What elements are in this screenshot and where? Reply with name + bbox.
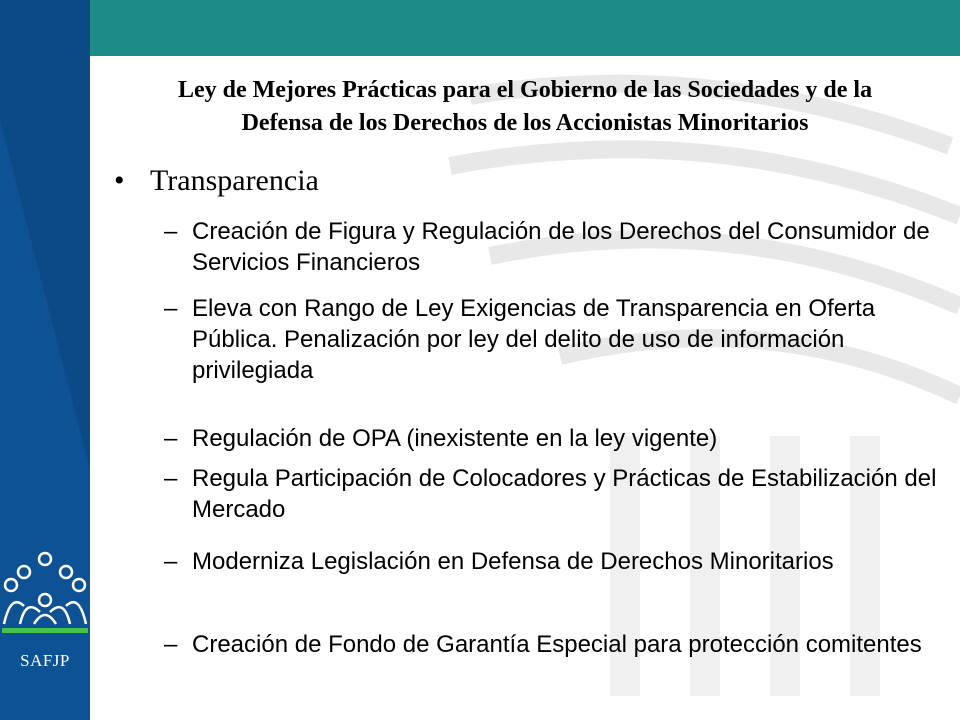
list-item-text: Creación de Fondo de Garantía Especial para protección comitentes bbox=[192, 631, 922, 658]
list-item bbox=[164, 293, 960, 386]
list-item-text: Eleva con Rango de Ley Exigencias de Transparencia en Oferta Pública. Penalización por ley del delito de uso de información privilegiada bbox=[192, 295, 876, 384]
dash-marker: – bbox=[164, 548, 178, 575]
top-band bbox=[0, 0, 960, 56]
slide-content bbox=[90, 56, 960, 720]
list-item bbox=[164, 216, 960, 278]
list-item-text: Creación de Figura y Regulación de los Derechos del Consumidor de Servicios Financieros bbox=[192, 218, 930, 276]
title-line-1: Ley de Mejores Prácticas para el Gobierno de las Sociedades y de la bbox=[177, 77, 873, 103]
list-item-text: Regulación de OPA (inexistente en la ley vigente) bbox=[192, 425, 718, 452]
list-item bbox=[164, 629, 960, 660]
dash-marker: – bbox=[164, 465, 178, 492]
bullet-label: Transparencia bbox=[150, 164, 319, 197]
background-watermark bbox=[90, 56, 960, 720]
dash-marker: – bbox=[164, 295, 178, 322]
dash-marker: – bbox=[164, 218, 178, 245]
logo-label: SAFJP bbox=[20, 651, 70, 670]
list-item-text: Moderniza Legislación en Defensa de Derechos Minoritarios bbox=[192, 548, 834, 575]
bullet-marker: • bbox=[114, 164, 125, 197]
slide-title bbox=[90, 74, 960, 140]
list-item bbox=[164, 463, 960, 525]
list-item bbox=[164, 423, 960, 454]
left-sidebar-band bbox=[0, 0, 90, 720]
bullet-heading bbox=[114, 164, 319, 198]
list-item bbox=[164, 546, 960, 577]
dash-marker: – bbox=[164, 425, 178, 452]
dash-marker: – bbox=[164, 631, 178, 658]
list-item-text: Regula Participación de Colocadores y Prácticas de Estabilización del Mercado bbox=[192, 465, 937, 523]
title-line-2: Defensa de los Derechos de los Accionistas Minoritarios bbox=[241, 110, 809, 136]
